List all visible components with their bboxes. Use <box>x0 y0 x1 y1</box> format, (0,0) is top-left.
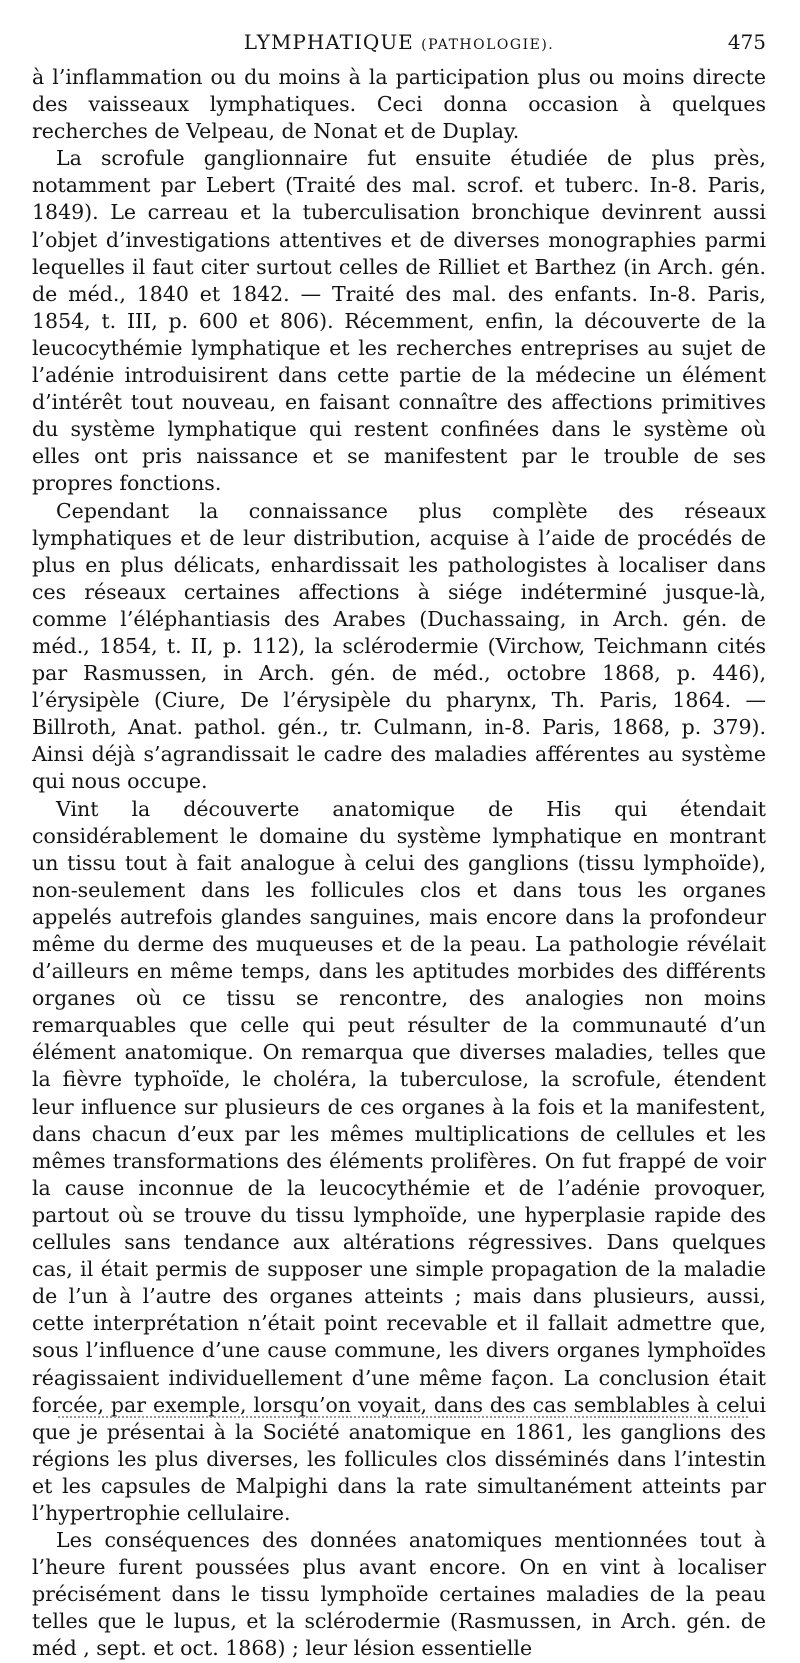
running-title-sub: (PATHOLOGIE). <box>421 37 555 53</box>
paragraph-scrofula: La scrofule ganglionnaire fut ensuite étudiée de plus près, notamment par Lebert (Traité des mal. scrof. et tuberc. In-8. Paris, 1849). Le carreau et la tuberculisation bronchique devinrent aussi l’objet d’investigations attentives et de diverses monographies parmi lequelles il faut citer surtout celles de Rilliet et Barthez (in Arch. gén. de méd., 1840 et 1842. — Traité des mal. des enfants. In-8. Paris, 1854, t. III, p. 600 et 806). Récemment, enfin, la découverte de la leucocythémie lymphatique et les recherches entreprises au sujet de l’adénie introduisirent dans cette partie de la médecine un élément d’intérêt tout nouveau, en faisant connaître des affections primitives du système lymphatique qui restent confinées dans le système où elles ont pris naissance et se manifestent par le trouble de ses propres fonctions. <box>32 146 766 496</box>
running-title-main: LYMPHATIQUE <box>243 30 414 54</box>
footer-dotted-rule <box>58 1416 748 1418</box>
paragraph-lymphatic-networks: Cependant la connaissance plus complète des réseaux lymphatiques et de leur distribution, acquise à l’aide de procédés de plus en plus délicats, enhardissait les pathologistes à localiser dans ces réseaux certaines affections à siége indéterminé jusque-là, comme l’éléphantiasis des Arabes (Duchassaing, in Arch. gén. de méd., 1854, t. II, p. 112), la sclérodermie (Virchow, Teichmann cités par Rasmussen, in Arch. gén. de méd., octobre 1868, p. 446), l’érysipèle (Ciure, De l’érysipèle du pharynx, Th. Paris, 1864. — Billroth, Anat. pathol. gén., tr. Culmann, in-8. Paris, 1868, p. 379). Ainsi déjà s’agrandissait le cadre des maladies afférentes au système qui nous occupe. <box>32 498 766 794</box>
page-number: 475 <box>727 30 766 54</box>
running-header <box>32 30 766 60</box>
paragraph-consequences: Les conséquences des données anatomiques mentionnées tout à l’heure furent poussées plus avant encore. On en vint à localiser précisément dans le tissu lymphoïde certaines maladies de la peau telles que le lupus, et la sclérodermie (Rasmussen, in Arch. gén. de méd , sept. et oct. 1868) ; leur lésion essentielle <box>32 1528 766 1661</box>
paragraph-continuation: à l’inflammation ou du moins à la participation plus ou moins directe des vaisseaux lymphatiques. Ceci donna occasion à quelques recherches de Velpeau, de Nonat et de Duplay. <box>32 65 766 144</box>
paragraph-his-discovery: Vint la découverte anatomique de His qui étendait considérablement le domaine du système lymphatique en montrant un tissu tout à fait analogue à celui des ganglions (tissu lymphoïde), non-seulement dans les follicules clos et dans tous les organes appelés autrefois glandes sanguines, mais encore dans la profondeur même du derme des muqueuses et de la peau. La pathologie révélait d’ailleurs en même temps, dans les aptitudes morbides des différents organes où ce tissu se rencontre, des analogies non moins remarquables que celle qui peut résulter de la communauté d’un élément anatomique. On remarqua que diverses maladies, telles que la fièvre typhoïde, le choléra, la tuberculose, la scrofule, étendent leur influence sur plusieurs de ces organes à la fois et la manifestent, dans chacun d’eux par les mêmes multiplications de cellules et les mêmes transformations des éléments prolifères. On fut frappé de voir la cause inconnue de la leucocythémie et de l’adénie provoquer, partout où se trouve du tissu lymphoïde, une hyperplasie rapide des cellules sans tendance aux altérations régressives. Dans quelques cas, il était permis de supposer une simple propagation de la maladie de l’un à l’autre des organes atteints ; mais dans plusieurs, aussi, cette interprétation n’était point recevable et il fallait admettre que, sous l’influence d’une cause commune, les divers organes lymphoïdes réagissaient individuellement d’une même façon. La conclusion était forcée, par exemple, lorsqu’on voyait, dans des cas semblables à celui que je présentai à la Société anatomique en 1861, les ganglions des régions les plus diverses, les follicules clos disséminés dans l’intestin et les capsules de Malpighi dans la rate simultanément atteints par l’hypertrophie cellulaire. <box>32 796 766 1525</box>
running-title <box>32 30 766 54</box>
body-text <box>32 64 766 1663</box>
